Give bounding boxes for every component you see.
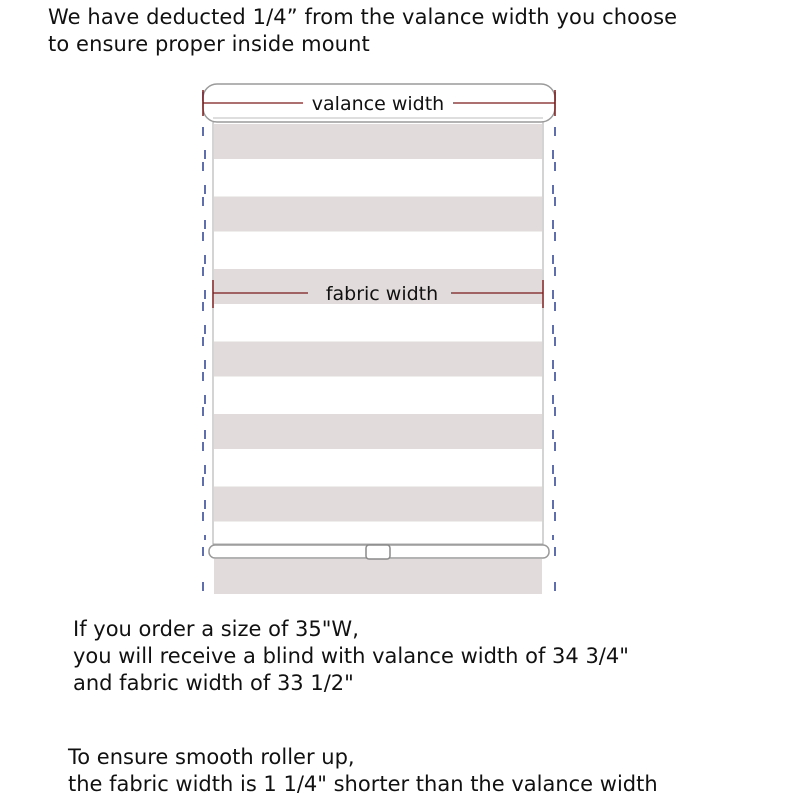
note-line-1: To ensure smooth roller up, — [68, 745, 355, 769]
example-text — [73, 616, 793, 697]
fabric-outline — [213, 122, 543, 544]
fabric-stripe — [214, 487, 542, 522]
bottom-rail-handle — [366, 545, 390, 559]
note-line-2: the fabric width is 1 1/4" shorter than the valance width — [68, 772, 658, 796]
note-text — [68, 744, 798, 798]
example-line-3: and fabric width of 33 1/2" — [73, 671, 354, 695]
fabric-panel — [213, 122, 543, 594]
header-line-2: to ensure proper inside mount — [48, 32, 370, 56]
example-line-1: If you order a size of 35"W, — [73, 617, 359, 641]
fabric-width-label: fabric width — [325, 283, 439, 305]
example-line-2: you will receive a blind with valance width of 34 3/4" — [73, 644, 629, 668]
fabric-stripe — [214, 559, 542, 594]
bottom-rail — [209, 545, 549, 559]
fabric-stripe — [214, 414, 542, 449]
valance-width-label: valance width — [311, 93, 445, 115]
fabric-stripe — [214, 342, 542, 377]
header-line-1: We have deducted 1/4” from the valance width you choose — [48, 5, 678, 29]
fabric-stripe — [214, 124, 542, 159]
fabric-stripe — [214, 197, 542, 232]
